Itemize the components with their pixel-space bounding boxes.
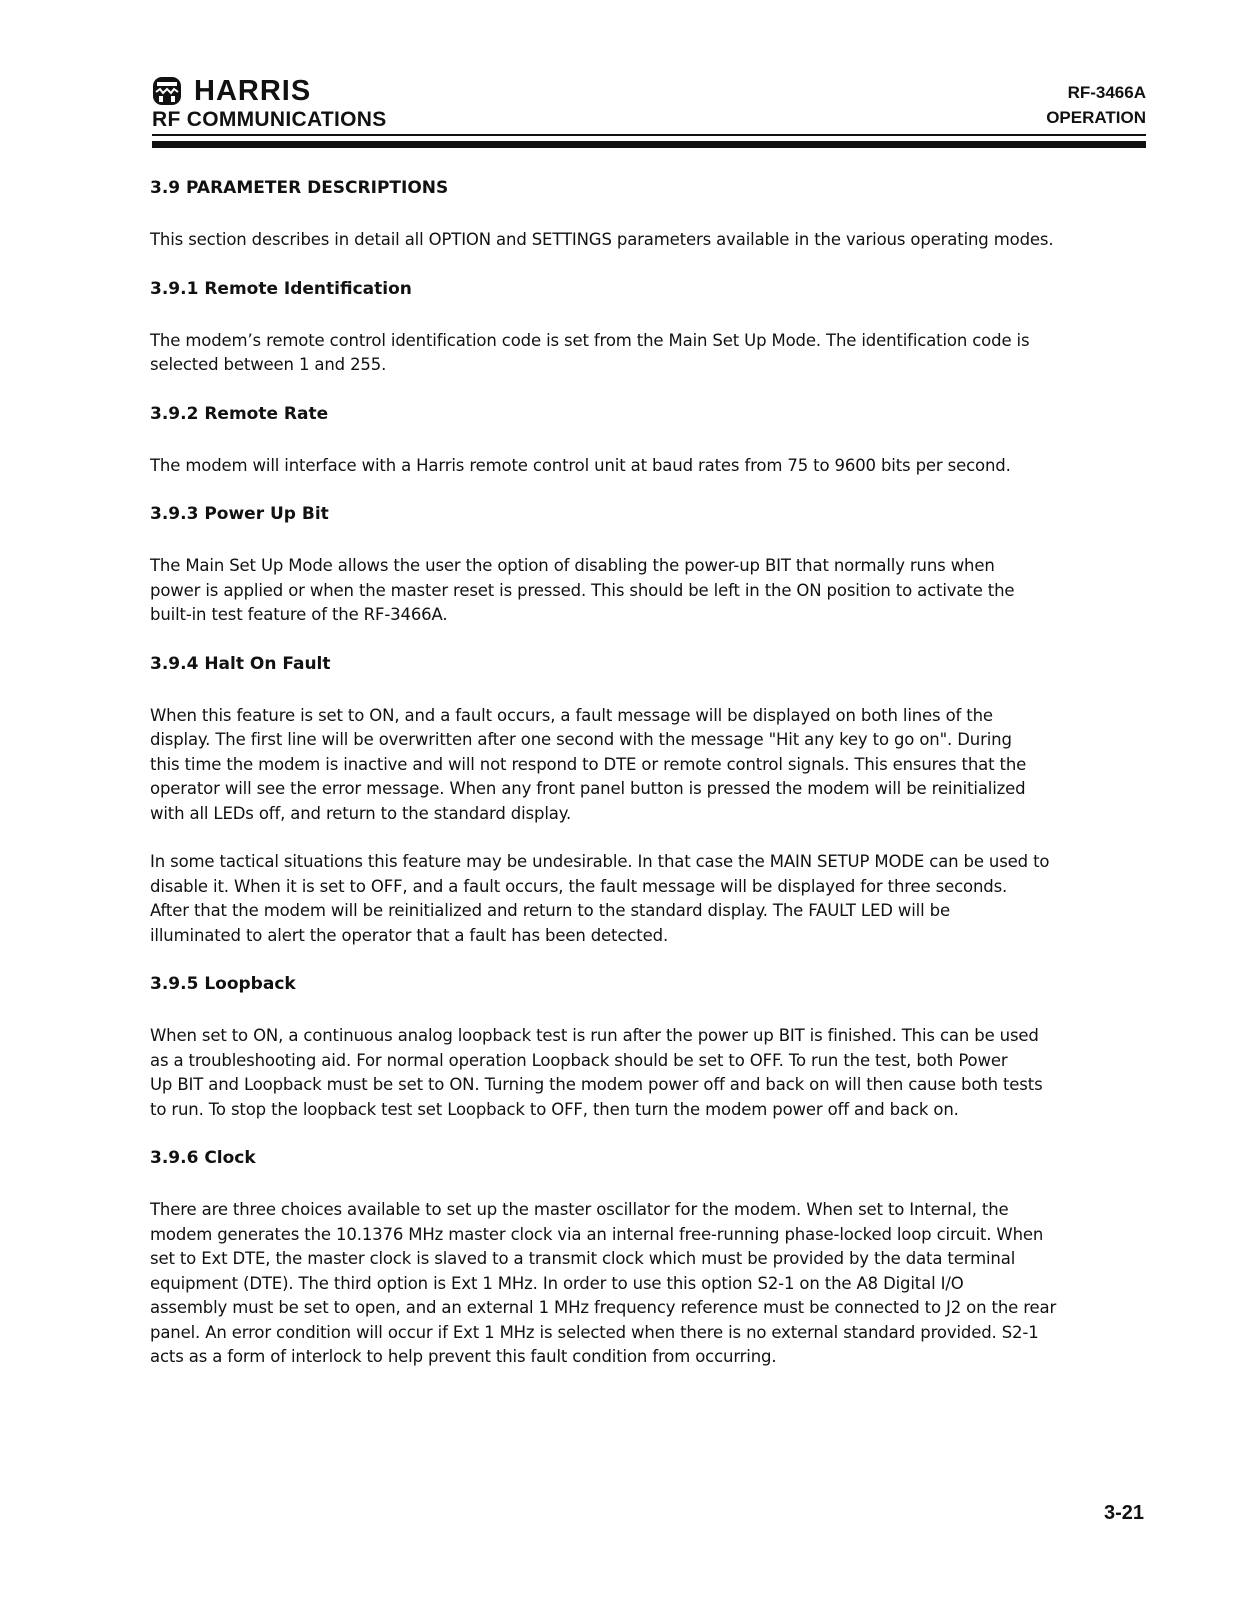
paragraph-line: When set to ON, a continuous analog loopback test is run after the power up BIT is finished. This can be used [150, 1026, 1039, 1045]
section-heading-3-9-1: 3.9.1 Remote Identification [150, 278, 412, 299]
header-rule-thin [152, 134, 1146, 136]
document-section: OPERATION [1046, 108, 1146, 127]
section-3-9-3-paragraph [150, 554, 1150, 628]
division-name: RF COMMUNICATIONS [152, 108, 387, 131]
paragraph-line: built-in test feature of the RF-3466A. [150, 605, 448, 624]
paragraph-line: The Main Set Up Mode allows the user the option of disabling the power-up BIT that normally runs when [150, 556, 995, 575]
paragraph-line: When this feature is set to ON, and a fault occurs, a fault message will be displayed on both lines of the [150, 705, 993, 725]
paragraph-line: panel. An error condition will occur if Ext 1 MHz is selected when there is no external standard provided. S2-1 [150, 1322, 1039, 1342]
section-heading-3-9: 3.9 PARAMETER DESCRIPTIONS [150, 178, 449, 198]
section-heading-3-9-2: 3.9.2 Remote Rate [150, 403, 329, 424]
section-heading-3-9-6: 3.9.6 Clock [150, 1148, 256, 1168]
paragraph-line: power is applied or when the master reset is pressed. This should be left in the ON position to activate the [150, 580, 1015, 600]
harris-logo-icon [152, 76, 182, 106]
paragraph-line: After that the modem will be reinitialized and return to the standard display. The FAULT LED will be [150, 901, 950, 920]
paragraph-line: disable it. When it is set to OFF, and a fault occurs, the fault message will be displayed for three seconds. [150, 876, 1008, 896]
section-3-9-1-paragraph [150, 329, 1150, 378]
header-rule-thick [152, 141, 1146, 148]
paragraph-line: The modem will interface with a Harris remote control unit at baud rates from 75 to 9600 bits per second. [150, 455, 1011, 475]
page-number: 3-21 [1103, 1502, 1144, 1524]
paragraph-line: There are three choices available to set up the master oscillator for the modem. When set to Internal, the [150, 1200, 1009, 1219]
paragraph-line: with all LEDs off, and return to the standard display. [150, 803, 572, 823]
paragraph-line: set to Ext DTE, the master clock is slaved to a transmit clock which must be provided by the data terminal [150, 1249, 1016, 1268]
paragraph-line: this time the modem is inactive and will not respond to DTE or remote control signals. This ensures that the [150, 754, 1027, 774]
section-3-9-6-paragraph [150, 1198, 1150, 1370]
paragraph-line: illuminated to alert the operator that a fault has been detected. [150, 925, 669, 945]
paragraph-line: display. The first line will be overwritten after one second with the message "Hit any key to go on". During [150, 730, 1012, 749]
paragraph-line: The modem’s remote control identification code is set from the Main Set Up Mode. The identification code is [150, 330, 1030, 350]
paragraph-line: selected between 1 and 255. [150, 355, 387, 374]
section-3-9-paragraph [150, 228, 1150, 253]
brand-logo [152, 76, 311, 106]
document-id: RF-3466A [1067, 83, 1146, 102]
paragraph-line: This section describes in detail all OPTION and SETTINGS parameters available in the various operating modes. [150, 230, 1054, 249]
section-3-9-4-paragraph-1 [150, 704, 1150, 827]
paragraph-line: acts as a form of interlock to help prevent this fault condition from occurring. [150, 1347, 777, 1366]
page-header [152, 70, 1146, 150]
paragraph-line: assembly must be set to open, and an external 1 MHz frequency reference must be connected to J2 on the rear [150, 1298, 1057, 1317]
section-3-9-4-paragraph-2 [150, 850, 1150, 948]
page-content [150, 176, 1150, 1370]
paragraph-line: equipment (DTE). The third option is Ext 1 MHz. In order to use this option S2-1 on the A8 Digital I/O [150, 1273, 964, 1293]
brand-name: HARRIS [194, 75, 312, 107]
section-heading-3-9-4: 3.9.4 Halt On Fault [150, 653, 331, 674]
section-3-9-5-paragraph [150, 1024, 1150, 1122]
paragraph-line: to run. To stop the loopback test set Loopback to OFF, then turn the modem power off and back on. [150, 1099, 959, 1119]
section-heading-3-9-5: 3.9.5 Loopback [150, 974, 296, 994]
section-heading-3-9-3: 3.9.3 Power Up Bit [150, 504, 329, 524]
section-3-9-2-paragraph [150, 454, 1150, 479]
paragraph-line: In some tactical situations this feature may be undesirable. In that case the MAIN SETUP MODE can be used to [150, 852, 1050, 871]
paragraph-line: modem generates the 10.1376 MHz master clock via an internal free-running phase-locked loop circuit. When [150, 1224, 1044, 1244]
paragraph-line: operator will see the error message. When any front panel button is pressed the modem will be reinitialized [150, 779, 1026, 798]
paragraph-line: as a troubleshooting aid. For normal operation Loopback should be set to OFF. To run the test, both Power [150, 1050, 1008, 1070]
paragraph-line: Up BIT and Loopback must be set to ON. Turning the modem power off and back on will then cause both tests [150, 1075, 1043, 1094]
